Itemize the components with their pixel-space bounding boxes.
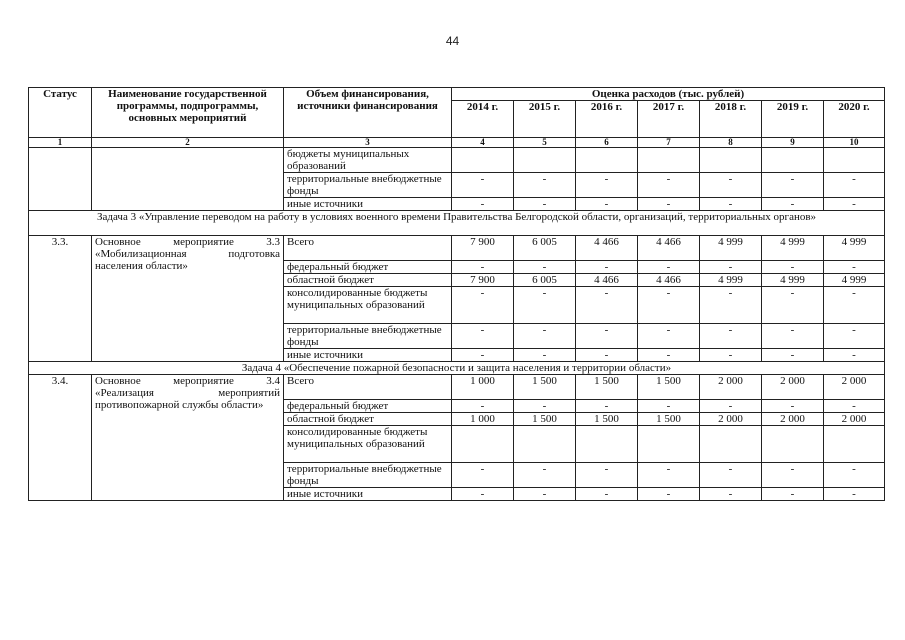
value-cell: - — [700, 198, 762, 211]
value-cell: - — [762, 463, 824, 488]
value-cell: - — [514, 488, 576, 501]
value-cell: - — [576, 349, 638, 362]
value-cell: - — [700, 400, 762, 413]
value-cell: 2 000 — [700, 413, 762, 426]
value-cell: - — [576, 173, 638, 198]
value-cell: - — [514, 198, 576, 211]
value-cell: - — [576, 287, 638, 324]
value-cell: 1 000 — [452, 413, 514, 426]
value-cell: - — [762, 488, 824, 501]
value-cell: 4 466 — [576, 236, 638, 261]
value-cell: - — [700, 173, 762, 198]
source-cell: Всего — [284, 236, 452, 261]
value-cell: 4 466 — [576, 274, 638, 287]
value-cell: - — [700, 261, 762, 274]
value-cell: - — [638, 488, 700, 501]
value-cell: 4 999 — [762, 274, 824, 287]
activity-name: Основное мероприятие 3.4 «Реализация мероприятий противопожарной службы области» — [92, 375, 284, 501]
header-status: Статус — [29, 88, 92, 138]
value-cell — [762, 426, 824, 463]
header-year: 2017 г. — [638, 101, 700, 138]
value-cell: 1 500 — [514, 413, 576, 426]
header-name: Наименование государственной программы, подпрограммы, основных мероприятий — [92, 88, 284, 138]
task-title: Задача 4 «Обеспечение пожарной безопасности и защита населения и территории области» — [29, 362, 885, 375]
value-cell: - — [700, 287, 762, 324]
value-cell — [700, 426, 762, 463]
value-cell: - — [452, 173, 514, 198]
value-cell: - — [824, 173, 885, 198]
header-estimate: Оценка расходов (тыс. рублей) — [452, 88, 885, 101]
value-cell: - — [576, 324, 638, 349]
value-cell: - — [824, 198, 885, 211]
source-cell: федеральный бюджет — [284, 400, 452, 413]
value-cell: 1 500 — [514, 375, 576, 400]
source-cell: областной бюджет — [284, 274, 452, 287]
value-cell: - — [576, 400, 638, 413]
table-row — [29, 236, 885, 261]
value-cell: - — [762, 400, 824, 413]
value-cell — [824, 148, 885, 173]
value-cell: - — [514, 261, 576, 274]
value-cell: - — [452, 261, 514, 274]
value-cell: - — [514, 287, 576, 324]
header-funding: Объем финансирования, источники финансирования — [284, 88, 452, 138]
value-cell: - — [824, 400, 885, 413]
value-cell: - — [514, 349, 576, 362]
table-row — [29, 375, 885, 400]
value-cell — [762, 148, 824, 173]
value-cell: - — [824, 261, 885, 274]
column-number: 7 — [638, 138, 700, 148]
value-cell: - — [824, 349, 885, 362]
source-cell: консолидированные бюджеты муниципальных образований — [284, 287, 452, 324]
value-cell: - — [700, 488, 762, 501]
value-cell: - — [452, 400, 514, 413]
value-cell: - — [638, 463, 700, 488]
source-cell: территориальные внебюджетные фонды — [284, 324, 452, 349]
status-cell: 3.3. — [29, 236, 92, 362]
task-title: Задача 3 «Управление переводом на работу в условиях военного времени Правительства Белгородской области, организаций, территориальных органов» — [29, 211, 885, 236]
value-cell — [700, 148, 762, 173]
value-cell: - — [762, 349, 824, 362]
value-cell — [452, 148, 514, 173]
source-cell: бюджеты муниципальных образований — [284, 148, 452, 173]
value-cell: - — [514, 400, 576, 413]
value-cell: 1 500 — [638, 413, 700, 426]
value-cell: - — [700, 349, 762, 362]
column-number: 10 — [824, 138, 885, 148]
value-cell: - — [638, 198, 700, 211]
value-cell — [576, 148, 638, 173]
value-cell: - — [576, 488, 638, 501]
value-cell: 4 999 — [762, 236, 824, 261]
source-cell: областной бюджет — [284, 413, 452, 426]
value-cell: 6 005 — [514, 274, 576, 287]
status-cell: 3.4. — [29, 375, 92, 501]
value-cell: - — [762, 198, 824, 211]
value-cell — [452, 426, 514, 463]
header-year: 2015 г. — [514, 101, 576, 138]
value-cell: - — [452, 463, 514, 488]
column-number: 3 — [284, 138, 452, 148]
value-cell: 4 999 — [700, 274, 762, 287]
value-cell: - — [638, 261, 700, 274]
column-number: 6 — [576, 138, 638, 148]
column-number: 9 — [762, 138, 824, 148]
value-cell: - — [700, 463, 762, 488]
task-row — [29, 211, 885, 236]
header-year: 2016 г. — [576, 101, 638, 138]
value-cell: 1 500 — [576, 413, 638, 426]
value-cell: - — [762, 324, 824, 349]
page-number: 44 — [445, 34, 460, 48]
value-cell: - — [452, 488, 514, 501]
value-cell: 4 999 — [700, 236, 762, 261]
value-cell: 2 000 — [762, 413, 824, 426]
value-cell: 4 999 — [824, 236, 885, 261]
value-cell: - — [762, 173, 824, 198]
name-cell — [92, 148, 284, 211]
source-cell: территориальные внебюджетные фонды — [284, 463, 452, 488]
value-cell — [576, 426, 638, 463]
column-number: 1 — [29, 138, 92, 148]
value-cell: - — [824, 287, 885, 324]
value-cell: - — [452, 198, 514, 211]
table-row — [29, 148, 885, 173]
value-cell: 4 999 — [824, 274, 885, 287]
source-cell: Всего — [284, 375, 452, 400]
value-cell: - — [700, 324, 762, 349]
budget-table — [28, 87, 885, 501]
value-cell: 1 000 — [452, 375, 514, 400]
column-number: 2 — [92, 138, 284, 148]
column-number: 5 — [514, 138, 576, 148]
task-row — [29, 362, 885, 375]
column-number: 4 — [452, 138, 514, 148]
value-cell: - — [638, 287, 700, 324]
source-cell: территориальные внебюджетные фонды — [284, 173, 452, 198]
source-cell: иные источники — [284, 349, 452, 362]
activity-name: Основное мероприятие 3.3 «Мобилизационная подготовка населения области» — [92, 236, 284, 362]
header-year: 2020 г. — [824, 101, 885, 138]
value-cell: - — [824, 488, 885, 501]
value-cell: 2 000 — [700, 375, 762, 400]
column-number-row — [29, 138, 885, 148]
value-cell: - — [762, 287, 824, 324]
column-number: 8 — [700, 138, 762, 148]
value-cell: - — [452, 349, 514, 362]
value-cell — [514, 426, 576, 463]
value-cell: - — [762, 261, 824, 274]
value-cell: - — [638, 173, 700, 198]
value-cell: 4 466 — [638, 274, 700, 287]
value-cell: 2 000 — [824, 413, 885, 426]
value-cell: - — [638, 400, 700, 413]
source-cell: федеральный бюджет — [284, 261, 452, 274]
value-cell: - — [452, 324, 514, 349]
value-cell: 7 900 — [452, 236, 514, 261]
value-cell: - — [824, 324, 885, 349]
value-cell: - — [514, 463, 576, 488]
value-cell: 1 500 — [576, 375, 638, 400]
value-cell: 4 466 — [638, 236, 700, 261]
value-cell: - — [638, 324, 700, 349]
value-cell — [824, 426, 885, 463]
value-cell: - — [638, 349, 700, 362]
value-cell: 6 005 — [514, 236, 576, 261]
value-cell: - — [824, 463, 885, 488]
source-cell: иные источники — [284, 198, 452, 211]
value-cell: - — [576, 463, 638, 488]
value-cell — [638, 148, 700, 173]
header-year: 2019 г. — [762, 101, 824, 138]
source-cell: консолидированные бюджеты муниципальных образований — [284, 426, 452, 463]
status-cell — [29, 148, 92, 211]
value-cell: 2 000 — [762, 375, 824, 400]
value-cell — [638, 426, 700, 463]
value-cell: - — [452, 287, 514, 324]
header-year: 2018 г. — [700, 101, 762, 138]
value-cell — [514, 148, 576, 173]
source-cell: иные источники — [284, 488, 452, 501]
value-cell: - — [576, 261, 638, 274]
value-cell: - — [514, 324, 576, 349]
value-cell: - — [514, 173, 576, 198]
header-year: 2014 г. — [452, 101, 514, 138]
value-cell: 1 500 — [638, 375, 700, 400]
value-cell: 2 000 — [824, 375, 885, 400]
value-cell: - — [576, 198, 638, 211]
value-cell: 7 900 — [452, 274, 514, 287]
